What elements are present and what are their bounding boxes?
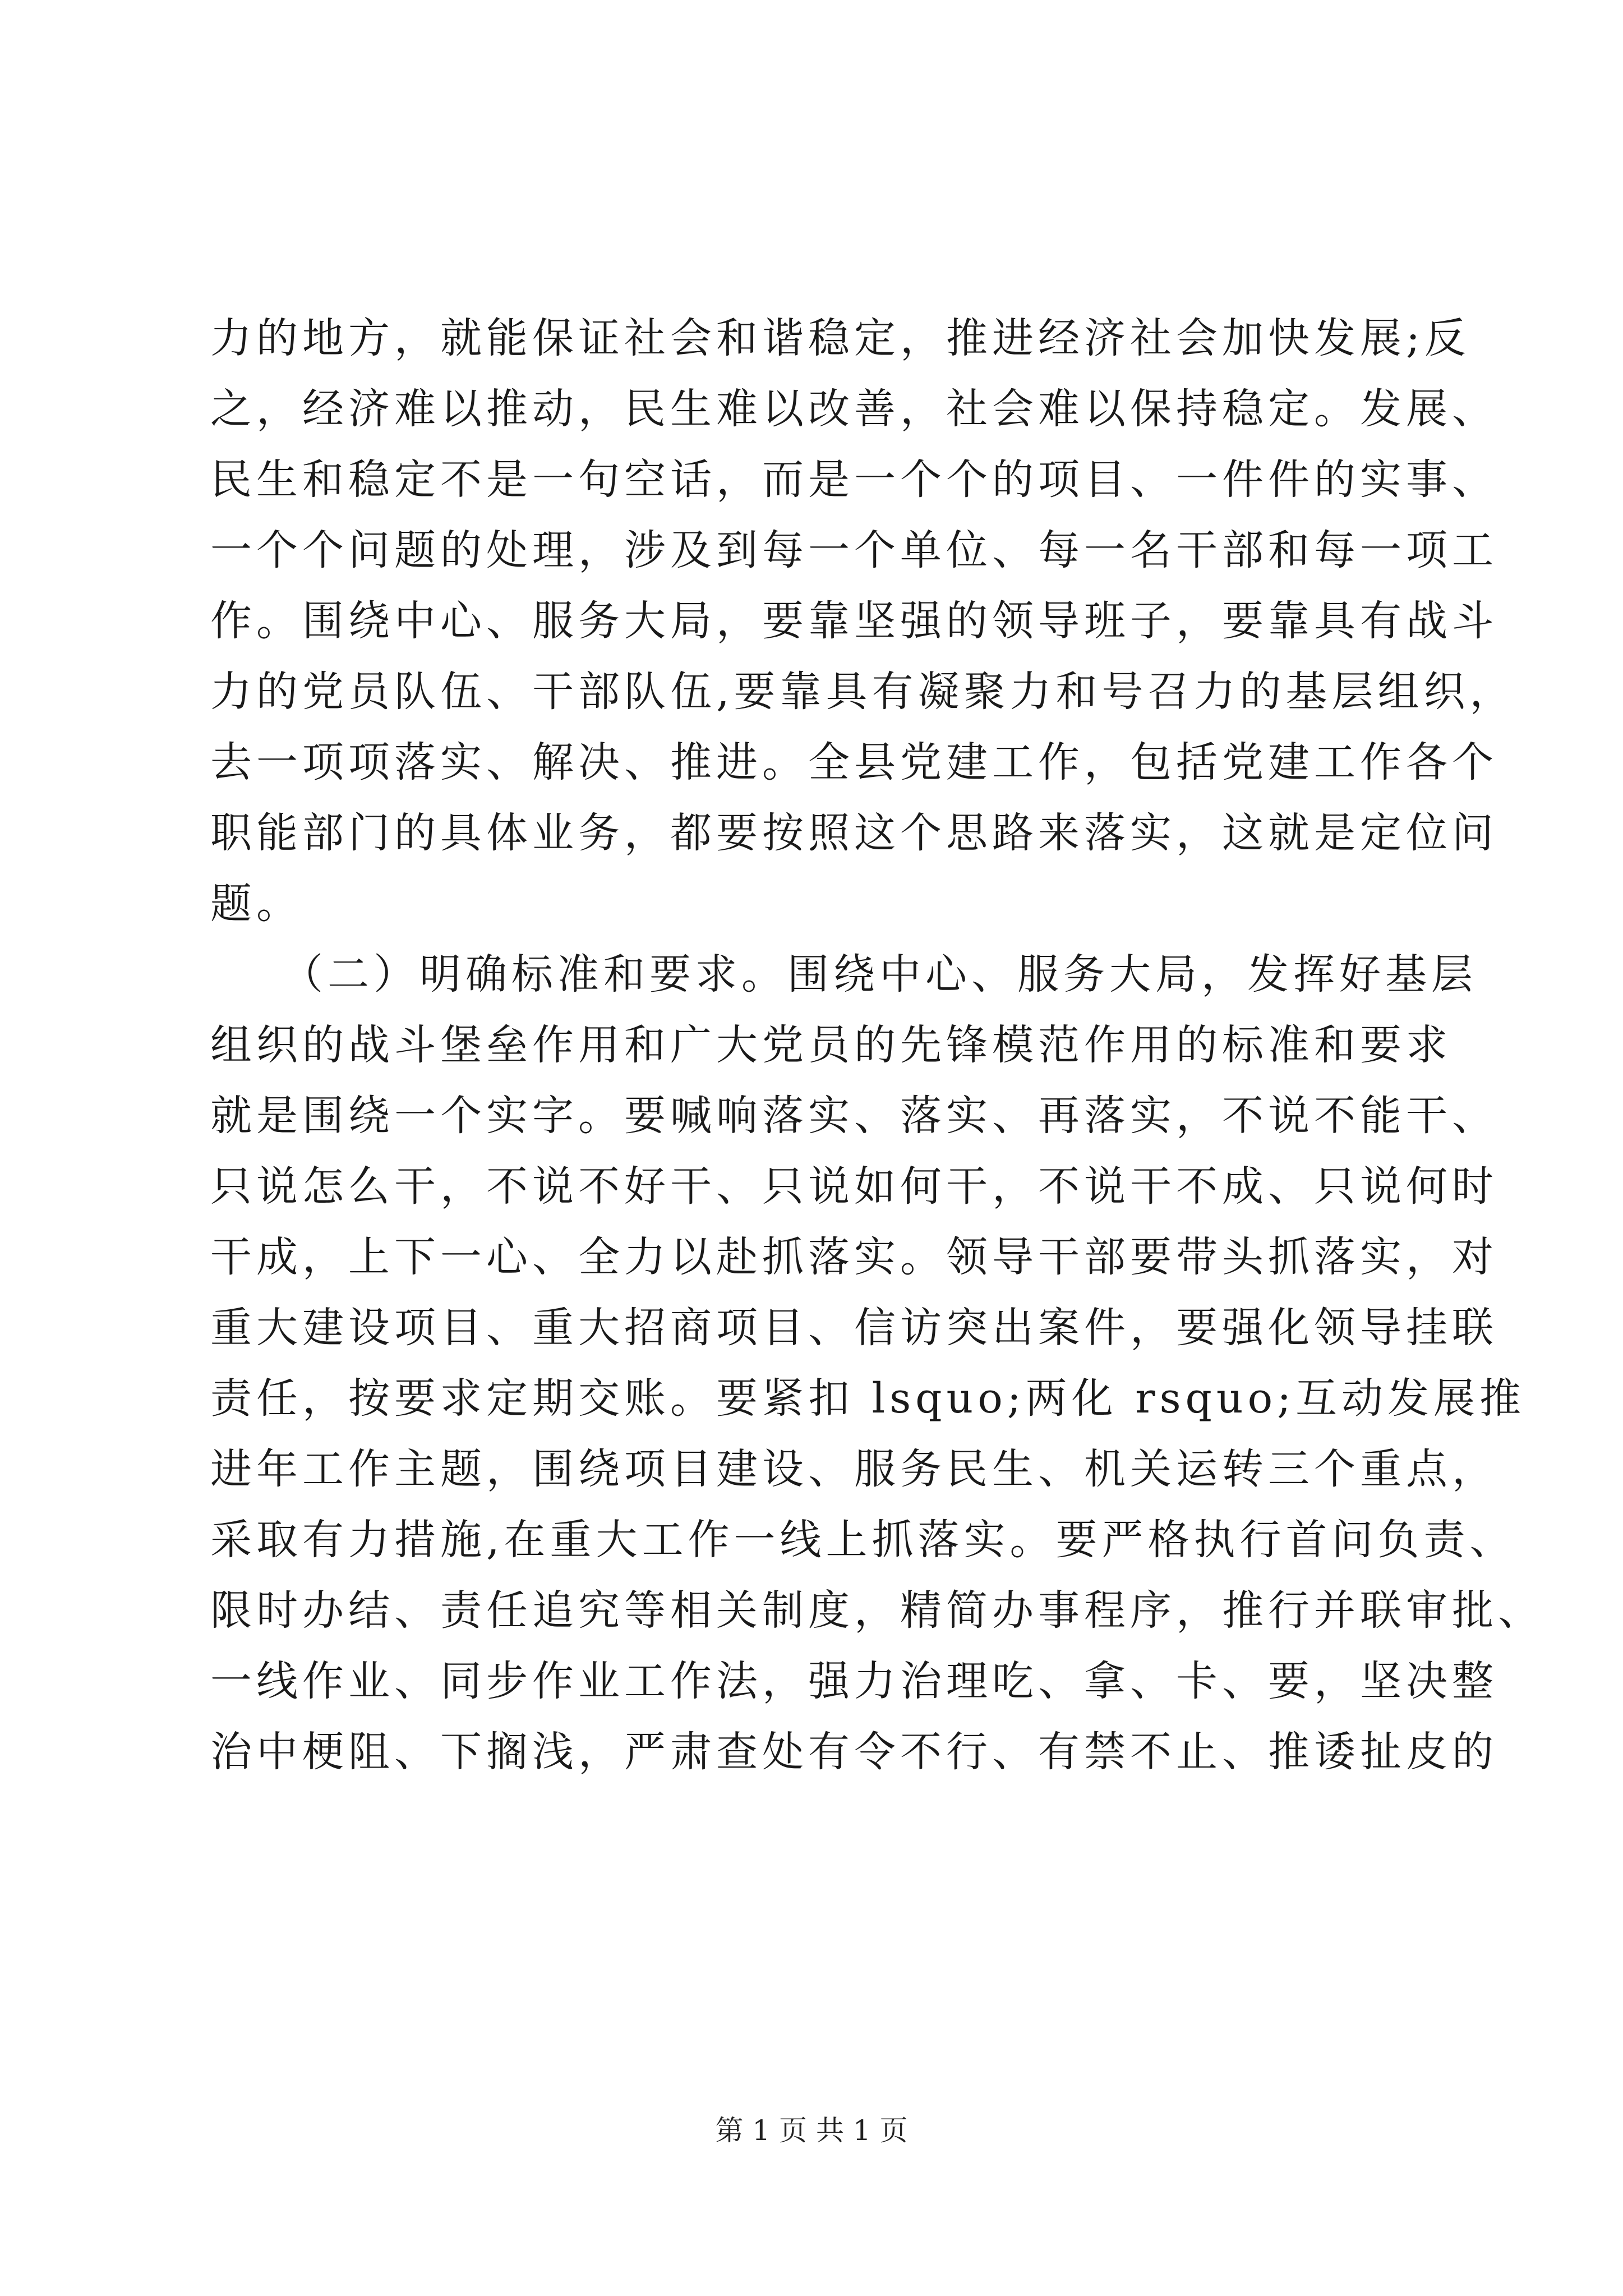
- text-line-8: 职能部门的具体业务，都要按照这个思路来落实，这就是定位问: [210, 809, 1498, 857]
- text-line-17: 进年工作主题，围绕项目建设、服务民生、机关运转三个重点，: [210, 1445, 1498, 1493]
- text-line-20: 一线作业、同步作业工作法，强力治理吃、拿、卡、要，坚决整: [210, 1657, 1498, 1705]
- text-line-11: 组织的战斗堡垒作用和广大党员的先锋模范作用的标准和要求: [210, 1021, 1452, 1069]
- section-heading-line: （二）明确标准和要求。围绕中心、服务大局，发挥好基层: [210, 950, 1477, 999]
- text-line-7: 去一项项落实、解决、推进。全县党建工作，包括党建工作各个: [210, 738, 1498, 786]
- text-line-3: 民生和稳定不是一句空话，而是一个个的项目、一件件的实事、: [210, 455, 1498, 504]
- text-line-6: 力的党员队伍、干部队伍,要靠具有凝聚力和号召力的基层组织，: [210, 668, 1516, 716]
- text-line-21: 治中梗阻、下搁浅，严肃查处有令不行、有禁不止、推诿扯皮的: [210, 1728, 1498, 1776]
- text-line-9: 题。: [210, 880, 302, 928]
- text-line-16: 责任，按要求定期交账。要紧扣 lsquo;两化 rsquo;互动发展推: [210, 1374, 1526, 1423]
- text-line-5: 作。围绕中心、服务大局，要靠坚强的领导班子，要靠具有战斗: [210, 597, 1498, 645]
- text-line-12: 就是围绕一个实字。要喊响落实、落实、再落实，不说不能干、: [210, 1092, 1498, 1140]
- text-line-19: 限时办结、责任追究等相关制度，精简办事程序，推行并联审批、: [210, 1586, 1544, 1635]
- text-line-4: 一个个问题的处理，涉及到每一个单位、每一名干部和每一项工: [210, 526, 1498, 574]
- text-line-18: 采取有力措施,在重大工作一线上抓落实。要严格执行首问负责、: [210, 1516, 1516, 1564]
- page-number-footer: 第 1 页 共 1 页: [715, 2114, 908, 2147]
- text-line-13: 只说怎么干，不说不好干、只说如何干，不说干不成、只说何时: [210, 1162, 1498, 1211]
- text-line-15: 重大建设项目、重大招商项目、信访突出案件，要强化领导挂联: [210, 1304, 1498, 1352]
- text-line-14: 干成，上下一心、全力以赴抓落实。领导干部要带头抓落实，对: [210, 1233, 1498, 1281]
- text-line-2: 之，经济难以推动，民生难以改善，社会难以保持稳定。发展、: [210, 385, 1498, 433]
- text-line-1: 力的地方，就能保证社会和谐稳定，推进经济社会加快发展;反: [210, 314, 1470, 362]
